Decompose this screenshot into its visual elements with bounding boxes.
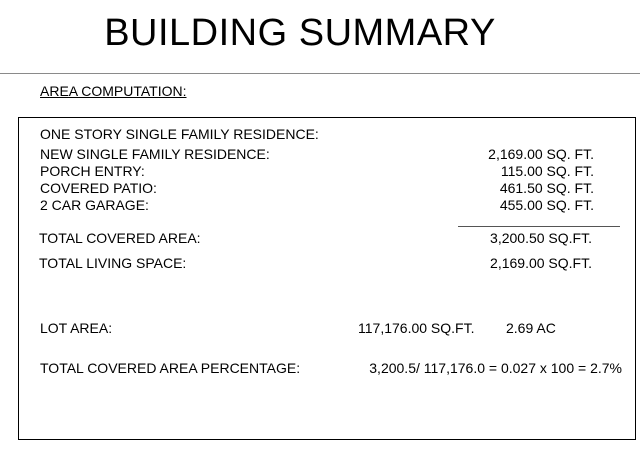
total-covered-value: 3,200.50 SQ.FT. <box>490 230 592 246</box>
lot-area-acres: 2.69 AC <box>506 320 556 336</box>
section-label: AREA COMPUTATION: <box>40 83 187 99</box>
row-value-residence: 2,169.00 SQ. FT. <box>488 146 594 162</box>
row-value-garage: 455.00 SQ. FT. <box>499 197 594 213</box>
row-label-patio: COVERED PATIO: <box>40 180 157 196</box>
total-living-label: TOTAL LIVING SPACE: <box>39 255 187 271</box>
row-label-residence: NEW SINGLE FAMILY RESIDENCE: <box>40 146 270 162</box>
sum-divider <box>458 226 620 227</box>
total-living-value: 2,169.00 SQ.FT. <box>490 255 592 271</box>
residence-heading: ONE STORY SINGLE FAMILY RESIDENCE: <box>40 126 319 142</box>
row-label-garage: 2 CAR GARAGE: <box>40 197 149 213</box>
lot-area-sqft: 117,176.00 SQ.FT. <box>358 320 475 336</box>
covered-percentage-label: TOTAL COVERED AREA PERCENTAGE: <box>40 360 301 376</box>
lot-area-label: LOT AREA: <box>40 320 113 336</box>
title-divider <box>0 73 640 74</box>
page-title: BUILDING SUMMARY <box>104 12 496 54</box>
row-value-porch: 115.00 SQ. FT. <box>500 163 594 179</box>
total-covered-label: TOTAL COVERED AREA: <box>39 230 201 246</box>
row-value-patio: 461.50 SQ. FT. <box>499 180 594 196</box>
covered-percentage-formula: 3,200.5/ 117,176.0 = 0.027 x 100 = 2.7% <box>369 360 622 376</box>
row-label-porch: PORCH ENTRY: <box>40 163 145 179</box>
